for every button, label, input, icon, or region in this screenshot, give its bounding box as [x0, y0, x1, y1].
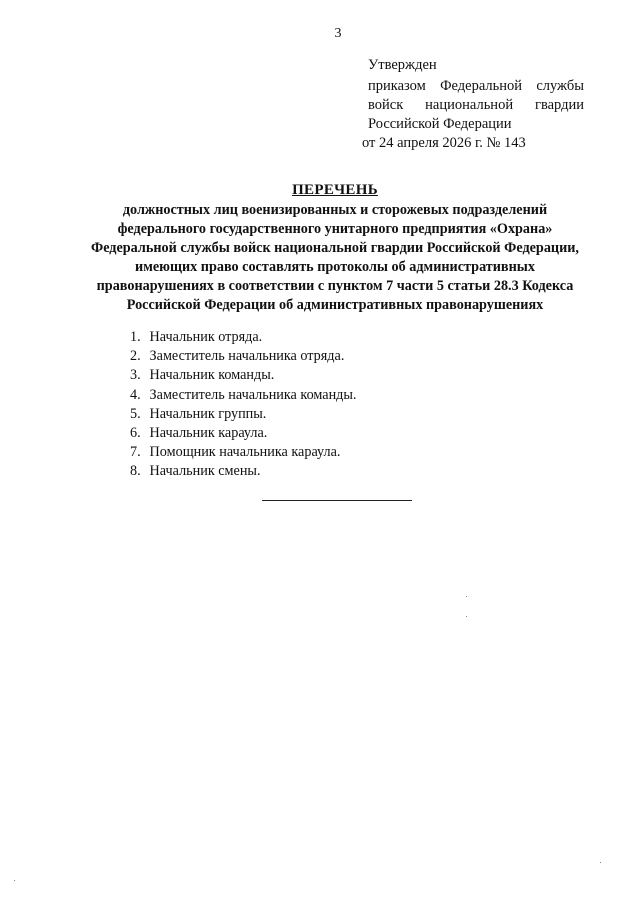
approval-line-3: Российской Федерации — [368, 116, 512, 132]
title-line-5: правонарушениях в соответствии с пунктом 7 части 5 статьи 28.3 Кодекса — [96, 278, 574, 294]
list-item-number: 5. — [130, 405, 141, 422]
page-number: 3 — [334, 26, 342, 41]
approval-date: от 24 апреля 2026 г. № 143 — [362, 135, 526, 151]
approval-stamp-block — [362, 56, 584, 153]
list-item-text: Начальник команды. — [149, 367, 275, 384]
scan-speck — [600, 862, 601, 863]
list-item — [130, 462, 356, 481]
list-item-number: 1. — [130, 329, 141, 345]
list-item — [130, 328, 356, 347]
scan-speck — [466, 596, 467, 597]
list-item — [130, 443, 356, 462]
list-item-number: 3. — [130, 367, 141, 384]
list-item — [130, 386, 356, 405]
list-item-number: 8. — [130, 463, 141, 480]
list-item-number: 6. — [130, 425, 141, 442]
approval-approved: Утвержден — [368, 57, 437, 73]
list-item — [130, 366, 356, 385]
list-item-text: Начальник отряда. — [149, 329, 263, 345]
list-item-text: Начальник смены. — [149, 463, 261, 480]
list-item-number: 7. — [130, 444, 141, 461]
closing-divider — [262, 500, 412, 501]
approval-line-2: войск национальной гвардии — [368, 97, 584, 113]
title-line-2: федерального государственного унитарного предприятия «Охрана» — [117, 221, 553, 237]
list-item-text: Помощник начальника караула. — [149, 444, 341, 461]
list-item-number: 2. — [130, 348, 141, 365]
title-line-3: Федеральной службы войск национальной гвардии Российской Федерации, — [91, 240, 579, 256]
title-main: ПЕРЕЧЕНЬ — [292, 182, 378, 198]
title-line-4: имеющих право составлять протоколы об административных — [135, 259, 535, 275]
list-item — [130, 347, 356, 366]
position-list — [130, 328, 356, 482]
list-item-text: Начальник караула. — [149, 425, 268, 442]
approval-line-1: приказом Федеральной службы — [368, 78, 584, 94]
list-item-number: 4. — [130, 386, 141, 403]
list-item — [130, 424, 356, 443]
title-line-6: Российской Федерации об административных правонарушениях — [126, 297, 544, 313]
list-item-text: Заместитель начальника команды. — [149, 386, 357, 403]
document-title — [80, 182, 590, 315]
list-item — [130, 405, 356, 424]
list-item-text: Заместитель начальника отряда. — [149, 348, 345, 365]
scan-speck — [466, 616, 467, 617]
scan-speck — [14, 880, 15, 881]
list-item-text: Начальник группы. — [149, 405, 267, 422]
title-line-1: должностных лиц военизированных и сторожевых подразделений — [122, 202, 548, 218]
